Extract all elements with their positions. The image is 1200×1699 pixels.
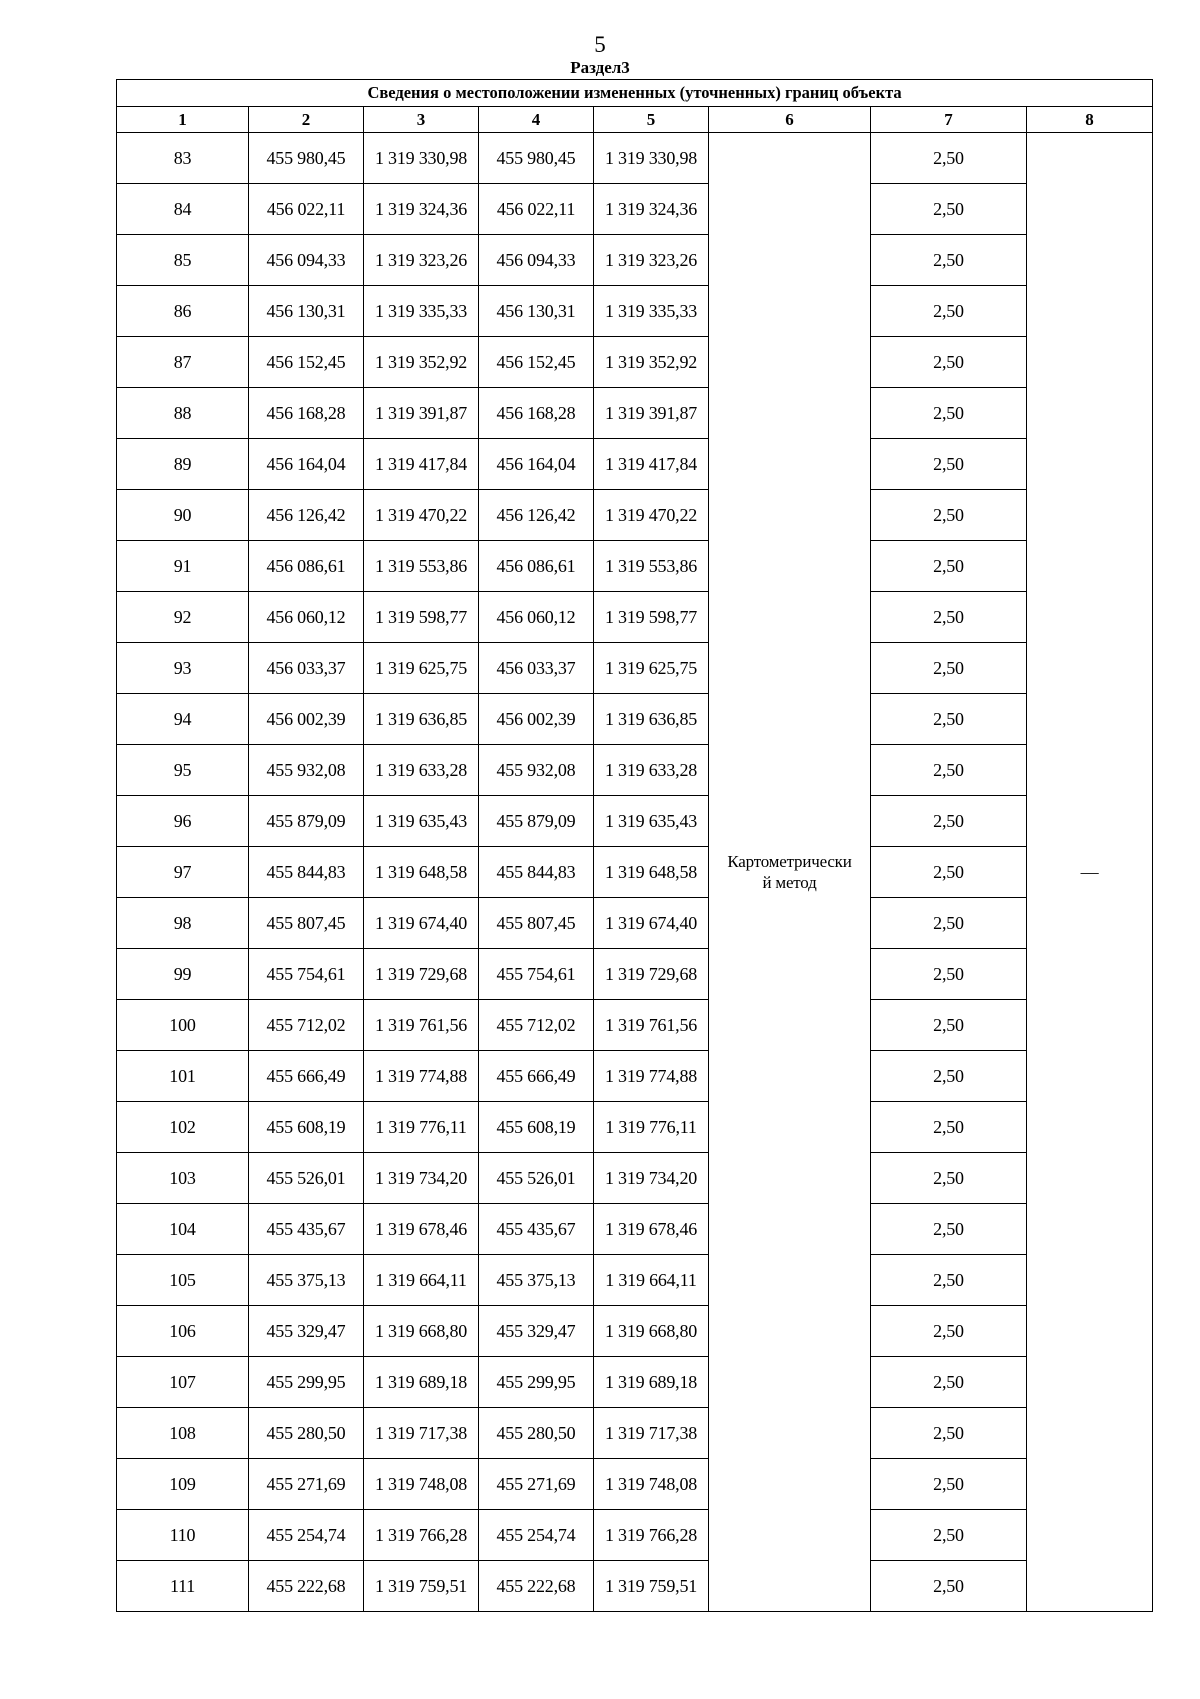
y-new-cell: 1 319 417,84: [594, 439, 709, 490]
x-existing-cell: 455 608,19: [249, 1102, 364, 1153]
x-existing-cell: 456 130,31: [249, 286, 364, 337]
y-new-cell: 1 319 729,68: [594, 949, 709, 1000]
x-existing-cell: 455 435,67: [249, 1204, 364, 1255]
accuracy-cell: 2,50: [871, 337, 1027, 388]
y-existing-cell: 1 319 729,68: [364, 949, 479, 1000]
x-new-cell: 455 299,95: [479, 1357, 594, 1408]
method-text-line: Картометрически: [727, 852, 852, 871]
table-row: [117, 898, 1153, 949]
x-new-cell: 455 329,47: [479, 1306, 594, 1357]
table-row: [117, 796, 1153, 847]
y-existing-cell: 1 319 668,80: [364, 1306, 479, 1357]
section-title: Раздел3: [570, 58, 630, 77]
column-number-1: 1: [117, 107, 249, 133]
point-number-cell: 92: [117, 592, 249, 643]
y-existing-cell: 1 319 759,51: [364, 1561, 479, 1612]
table-row: [117, 1051, 1153, 1102]
x-new-cell: 456 126,42: [479, 490, 594, 541]
x-existing-cell: 455 844,83: [249, 847, 364, 898]
accuracy-cell: 2,50: [871, 847, 1027, 898]
table-row: [117, 694, 1153, 745]
x-new-cell: 456 060,12: [479, 592, 594, 643]
y-new-cell: 1 319 664,11: [594, 1255, 709, 1306]
point-number-cell: 105: [117, 1255, 249, 1306]
point-number-cell: 103: [117, 1153, 249, 1204]
x-new-cell: 456 130,31: [479, 286, 594, 337]
accuracy-cell: 2,50: [871, 1561, 1027, 1612]
table-row: [117, 235, 1153, 286]
table-row: [117, 745, 1153, 796]
y-new-cell: 1 319 761,56: [594, 1000, 709, 1051]
y-existing-cell: 1 319 335,33: [364, 286, 479, 337]
point-number-cell: 98: [117, 898, 249, 949]
table-row: [117, 1204, 1153, 1255]
point-number-cell: 87: [117, 337, 249, 388]
y-existing-cell: 1 319 774,88: [364, 1051, 479, 1102]
y-new-cell: 1 319 748,08: [594, 1459, 709, 1510]
y-existing-cell: 1 319 324,36: [364, 184, 479, 235]
x-existing-cell: 455 807,45: [249, 898, 364, 949]
table-row: [117, 1459, 1153, 1510]
table-row: [117, 388, 1153, 439]
x-existing-cell: 455 271,69: [249, 1459, 364, 1510]
point-number-cell: 102: [117, 1102, 249, 1153]
accuracy-cell: 2,50: [871, 1204, 1027, 1255]
table-row: [117, 1255, 1153, 1306]
x-new-cell: 456 094,33: [479, 235, 594, 286]
table-row: [117, 490, 1153, 541]
table-row: [117, 643, 1153, 694]
y-existing-cell: 1 319 717,38: [364, 1408, 479, 1459]
y-new-cell: 1 319 598,77: [594, 592, 709, 643]
y-new-cell: 1 319 674,40: [594, 898, 709, 949]
accuracy-cell: 2,50: [871, 643, 1027, 694]
y-new-cell: 1 319 470,22: [594, 490, 709, 541]
x-existing-cell: 456 152,45: [249, 337, 364, 388]
point-number-cell: 88: [117, 388, 249, 439]
y-new-cell: 1 319 766,28: [594, 1510, 709, 1561]
x-existing-cell: 455 754,61: [249, 949, 364, 1000]
y-existing-cell: 1 319 625,75: [364, 643, 479, 694]
table-row: [117, 184, 1153, 235]
x-new-cell: 455 608,19: [479, 1102, 594, 1153]
table-row: [117, 1561, 1153, 1612]
point-number-cell: 110: [117, 1510, 249, 1561]
accuracy-cell: 2,50: [871, 796, 1027, 847]
y-existing-cell: 1 319 674,40: [364, 898, 479, 949]
x-existing-cell: 455 526,01: [249, 1153, 364, 1204]
table-row: [117, 847, 1153, 898]
table-row: [117, 541, 1153, 592]
x-new-cell: 455 435,67: [479, 1204, 594, 1255]
table-row: [117, 1408, 1153, 1459]
y-existing-cell: 1 319 748,08: [364, 1459, 479, 1510]
point-number-cell: 90: [117, 490, 249, 541]
x-existing-cell: 456 164,04: [249, 439, 364, 490]
y-existing-cell: 1 319 766,28: [364, 1510, 479, 1561]
x-new-cell: 455 879,09: [479, 796, 594, 847]
column-8-cell: —: [1027, 133, 1153, 1612]
point-number-cell: 107: [117, 1357, 249, 1408]
x-new-cell: 456 033,37: [479, 643, 594, 694]
accuracy-cell: 2,50: [871, 694, 1027, 745]
y-existing-cell: 1 319 635,43: [364, 796, 479, 847]
accuracy-cell: 2,50: [871, 1000, 1027, 1051]
accuracy-cell: 2,50: [871, 286, 1027, 337]
y-new-cell: 1 319 734,20: [594, 1153, 709, 1204]
y-new-cell: 1 319 717,38: [594, 1408, 709, 1459]
y-existing-cell: 1 319 648,58: [364, 847, 479, 898]
x-new-cell: 455 980,45: [479, 133, 594, 184]
x-new-cell: 455 666,49: [479, 1051, 594, 1102]
x-existing-cell: 455 254,74: [249, 1510, 364, 1561]
accuracy-cell: 2,50: [871, 1459, 1027, 1510]
table-row: [117, 439, 1153, 490]
y-new-cell: 1 319 635,43: [594, 796, 709, 847]
x-new-cell: 455 254,74: [479, 1510, 594, 1561]
y-new-cell: 1 319 636,85: [594, 694, 709, 745]
accuracy-cell: 2,50: [871, 1306, 1027, 1357]
accuracy-cell: 2,50: [871, 1153, 1027, 1204]
x-existing-cell: 455 980,45: [249, 133, 364, 184]
y-existing-cell: 1 319 323,26: [364, 235, 479, 286]
y-existing-cell: 1 319 417,84: [364, 439, 479, 490]
point-number-cell: 99: [117, 949, 249, 1000]
x-new-cell: 455 932,08: [479, 745, 594, 796]
x-existing-cell: 456 060,12: [249, 592, 364, 643]
point-number-cell: 84: [117, 184, 249, 235]
y-existing-cell: 1 319 678,46: [364, 1204, 479, 1255]
point-number-cell: 95: [117, 745, 249, 796]
y-existing-cell: 1 319 633,28: [364, 745, 479, 796]
x-new-cell: 456 168,28: [479, 388, 594, 439]
point-number-cell: 106: [117, 1306, 249, 1357]
accuracy-cell: 2,50: [871, 1357, 1027, 1408]
point-number-cell: 83: [117, 133, 249, 184]
accuracy-cell: 2,50: [871, 1102, 1027, 1153]
x-existing-cell: 455 280,50: [249, 1408, 364, 1459]
method-cell: [709, 133, 871, 1612]
x-existing-cell: 456 022,11: [249, 184, 364, 235]
table-row: [117, 1510, 1153, 1561]
accuracy-cell: 2,50: [871, 1051, 1027, 1102]
x-new-cell: 455 844,83: [479, 847, 594, 898]
y-new-cell: 1 319 324,36: [594, 184, 709, 235]
y-new-cell: 1 319 330,98: [594, 133, 709, 184]
point-number-cell: 108: [117, 1408, 249, 1459]
point-number-cell: 96: [117, 796, 249, 847]
column-number-6: 6: [709, 107, 871, 133]
x-existing-cell: 455 375,13: [249, 1255, 364, 1306]
y-existing-cell: 1 319 330,98: [364, 133, 479, 184]
y-existing-cell: 1 319 553,86: [364, 541, 479, 592]
x-new-cell: 456 002,39: [479, 694, 594, 745]
x-new-cell: 455 526,01: [479, 1153, 594, 1204]
x-new-cell: 456 152,45: [479, 337, 594, 388]
x-existing-cell: 455 712,02: [249, 1000, 364, 1051]
x-existing-cell: 456 002,39: [249, 694, 364, 745]
y-existing-cell: 1 319 761,56: [364, 1000, 479, 1051]
x-new-cell: 455 375,13: [479, 1255, 594, 1306]
y-new-cell: 1 319 668,80: [594, 1306, 709, 1357]
accuracy-cell: 2,50: [871, 541, 1027, 592]
accuracy-cell: 2,50: [871, 133, 1027, 184]
table-row: [117, 1357, 1153, 1408]
point-number-cell: 85: [117, 235, 249, 286]
x-new-cell: 456 022,11: [479, 184, 594, 235]
x-existing-cell: 455 222,68: [249, 1561, 364, 1612]
point-number-cell: 89: [117, 439, 249, 490]
x-existing-cell: 455 879,09: [249, 796, 364, 847]
accuracy-cell: 2,50: [871, 184, 1027, 235]
x-existing-cell: 456 086,61: [249, 541, 364, 592]
y-new-cell: 1 319 648,58: [594, 847, 709, 898]
y-new-cell: 1 319 759,51: [594, 1561, 709, 1612]
x-existing-cell: 456 168,28: [249, 388, 364, 439]
y-existing-cell: 1 319 734,20: [364, 1153, 479, 1204]
accuracy-cell: 2,50: [871, 592, 1027, 643]
point-number-cell: 94: [117, 694, 249, 745]
y-new-cell: 1 319 633,28: [594, 745, 709, 796]
accuracy-cell: 2,50: [871, 490, 1027, 541]
point-number-cell: 104: [117, 1204, 249, 1255]
table-row: [117, 592, 1153, 643]
table-row: [117, 949, 1153, 1000]
point-number-cell: 100: [117, 1000, 249, 1051]
accuracy-cell: 2,50: [871, 1255, 1027, 1306]
y-new-cell: 1 319 689,18: [594, 1357, 709, 1408]
column-number-row: [117, 107, 1153, 133]
y-existing-cell: 1 319 636,85: [364, 694, 479, 745]
accuracy-cell: 2,50: [871, 949, 1027, 1000]
column-number-4: 4: [479, 107, 594, 133]
accuracy-cell: 2,50: [871, 439, 1027, 490]
y-new-cell: 1 319 776,11: [594, 1102, 709, 1153]
y-new-cell: 1 319 323,26: [594, 235, 709, 286]
point-number-cell: 86: [117, 286, 249, 337]
page-number: 5: [594, 32, 606, 57]
column-number-2: 2: [249, 107, 364, 133]
table-body: [117, 133, 1153, 1612]
x-existing-cell: 455 666,49: [249, 1051, 364, 1102]
x-new-cell: 456 164,04: [479, 439, 594, 490]
x-new-cell: 455 280,50: [479, 1408, 594, 1459]
boundary-coordinates-table: [116, 79, 1153, 1612]
x-new-cell: 456 086,61: [479, 541, 594, 592]
point-number-cell: 101: [117, 1051, 249, 1102]
y-new-cell: 1 319 391,87: [594, 388, 709, 439]
table-row: [117, 337, 1153, 388]
x-new-cell: 455 222,68: [479, 1561, 594, 1612]
table-row: [117, 1306, 1153, 1357]
table-row: [117, 1000, 1153, 1051]
point-number-cell: 111: [117, 1561, 249, 1612]
x-existing-cell: 455 329,47: [249, 1306, 364, 1357]
accuracy-cell: 2,50: [871, 388, 1027, 439]
y-existing-cell: 1 319 664,11: [364, 1255, 479, 1306]
x-existing-cell: 455 299,95: [249, 1357, 364, 1408]
y-existing-cell: 1 319 598,77: [364, 592, 479, 643]
point-number-cell: 109: [117, 1459, 249, 1510]
column-number-5: 5: [594, 107, 709, 133]
table-row: [117, 1102, 1153, 1153]
point-number-cell: 93: [117, 643, 249, 694]
point-number-cell: 91: [117, 541, 249, 592]
table-row: [117, 1153, 1153, 1204]
table-row: [117, 286, 1153, 337]
x-existing-cell: 456 033,37: [249, 643, 364, 694]
table-caption: Сведения о местоположении измененных (уточненных) границ объекта: [117, 80, 1153, 107]
y-new-cell: 1 319 774,88: [594, 1051, 709, 1102]
y-existing-cell: 1 319 352,92: [364, 337, 479, 388]
accuracy-cell: 2,50: [871, 898, 1027, 949]
column-number-8: 8: [1027, 107, 1153, 133]
column-number-3: 3: [364, 107, 479, 133]
x-new-cell: 455 271,69: [479, 1459, 594, 1510]
accuracy-cell: 2,50: [871, 1408, 1027, 1459]
y-new-cell: 1 319 352,92: [594, 337, 709, 388]
x-new-cell: 455 807,45: [479, 898, 594, 949]
x-new-cell: 455 712,02: [479, 1000, 594, 1051]
table-row: [117, 133, 1153, 184]
y-existing-cell: 1 319 689,18: [364, 1357, 479, 1408]
x-existing-cell: 456 126,42: [249, 490, 364, 541]
y-new-cell: 1 319 678,46: [594, 1204, 709, 1255]
accuracy-cell: 2,50: [871, 235, 1027, 286]
x-new-cell: 455 754,61: [479, 949, 594, 1000]
y-new-cell: 1 319 625,75: [594, 643, 709, 694]
accuracy-cell: 2,50: [871, 1510, 1027, 1561]
y-new-cell: 1 319 553,86: [594, 541, 709, 592]
method-text-line: й метод: [762, 873, 817, 892]
x-existing-cell: 455 932,08: [249, 745, 364, 796]
y-existing-cell: 1 319 470,22: [364, 490, 479, 541]
accuracy-cell: 2,50: [871, 745, 1027, 796]
column-number-7: 7: [871, 107, 1027, 133]
y-existing-cell: 1 319 776,11: [364, 1102, 479, 1153]
x-existing-cell: 456 094,33: [249, 235, 364, 286]
y-new-cell: 1 319 335,33: [594, 286, 709, 337]
y-existing-cell: 1 319 391,87: [364, 388, 479, 439]
point-number-cell: 97: [117, 847, 249, 898]
